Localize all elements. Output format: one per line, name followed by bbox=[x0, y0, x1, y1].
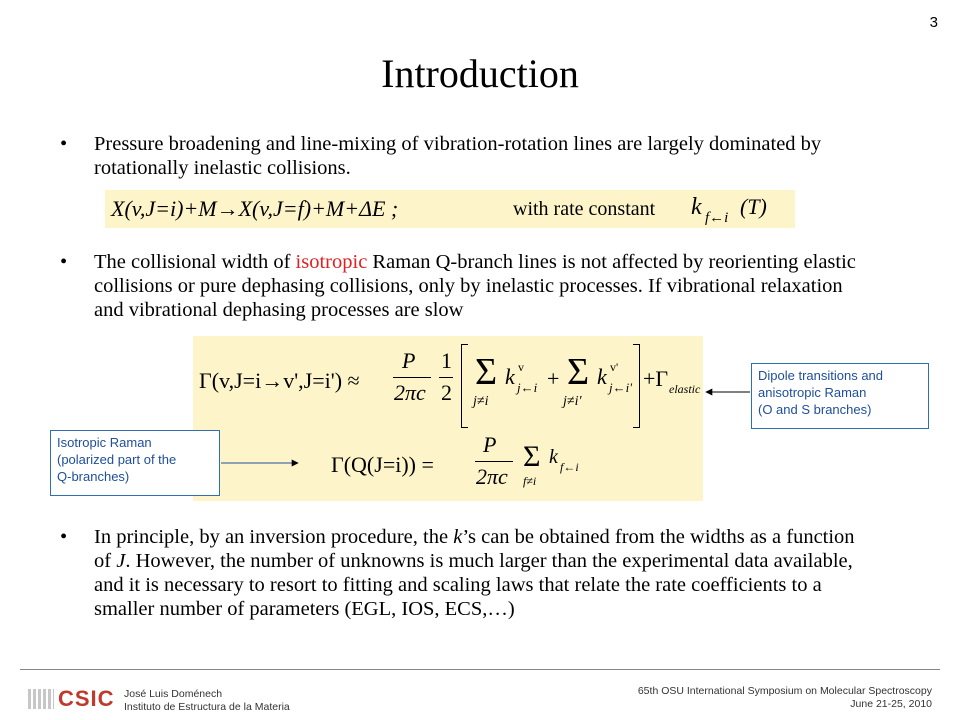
conference-name: 65th OSU International Symposium on Molecular Spectroscopy bbox=[637, 685, 932, 697]
equation-3-lhs: Γ(Q(J=i)) = bbox=[331, 452, 434, 477]
equation-2-k2: k bbox=[597, 364, 607, 389]
equation-2-frac-num: P bbox=[402, 348, 416, 373]
bullet-3-text-a: In principle, by an inversion procedure, the bbox=[94, 526, 454, 548]
equation-2-plus: + bbox=[547, 366, 560, 391]
equation-2-sum-1: Σ bbox=[475, 351, 498, 393]
bullet-3 bbox=[60, 525, 860, 621]
callout-line: (polarized part of the bbox=[57, 452, 177, 467]
equation-2-frac-den: 2πc bbox=[394, 380, 426, 405]
bullet-3-text-b: ’s can be obtained from the widths as a function of bbox=[94, 526, 855, 572]
equation-3-k: k bbox=[549, 446, 558, 468]
bullet-3-k: k bbox=[453, 526, 463, 548]
equation-2-k1-superscript: v bbox=[518, 360, 524, 374]
equation-2-k1-subscript: j←i bbox=[517, 380, 538, 395]
equation-2-sum-2: Σ bbox=[567, 351, 590, 393]
equation-3-sum: Σ bbox=[523, 440, 541, 473]
bullet-2-text-after: Raman Q-branch lines is not affected by reorienting elastic collisions or pure dephasing collisions, only by inelastic processes. If vibrational relaxation and vibrational dephasing processes are slow bbox=[94, 251, 856, 321]
equation-1-rate-subscript: f←i bbox=[705, 210, 729, 226]
bullet-dot: • bbox=[60, 133, 68, 155]
page-number: 3 bbox=[929, 14, 938, 31]
footer-conference bbox=[638, 685, 932, 711]
bullet-dot: • bbox=[60, 526, 68, 548]
callout-line: Isotropic Raman bbox=[57, 435, 152, 450]
equation-2-k2-superscript: v' bbox=[610, 360, 619, 374]
isotropic-highlight: isotropic bbox=[295, 251, 368, 273]
equation-3-frac-den: 2πc bbox=[476, 464, 508, 489]
equation-3-sum-subscript: f≠i bbox=[523, 474, 537, 488]
footer-author bbox=[124, 688, 290, 714]
csic-logo-text: CSIC bbox=[58, 686, 115, 711]
callout-line: Dipole transitions and bbox=[758, 368, 884, 383]
callout-line: (O and S branches) bbox=[758, 402, 872, 417]
bullet-dot: • bbox=[60, 251, 68, 273]
callout-line: Q-branches) bbox=[57, 469, 130, 484]
csic-logo bbox=[28, 686, 115, 712]
bullet-1-text: Pressure broadening and line-mixing of vibration-rotation lines are largely dominated by rotationally inelastic collisions. bbox=[94, 133, 822, 179]
bullet-3-text-c: . However, the number of unknowns is much larger than the experimental data available, and it is necessary to resort to fitting and scaling laws that relate the rate coefficients to a smaller number of parameters (EGL, IOS, ECS,…) bbox=[94, 550, 853, 620]
equation-1-lhs: X(v,J=i)+M→X(v,J=f)+M+ΔE ; bbox=[111, 196, 399, 221]
equation-2-sum-2-subscript: j≠i' bbox=[563, 394, 582, 409]
equation-2-gamma-subscript: elastic bbox=[669, 382, 701, 396]
author-name: José Luis Doménech bbox=[124, 688, 223, 700]
equation-3-frac-num: P bbox=[483, 432, 497, 457]
equation-2-gamma: +Γ bbox=[643, 366, 669, 391]
equation-2-k2-subscript: j←i' bbox=[609, 380, 633, 395]
bullet-2-text-before: The collisional width of bbox=[94, 251, 296, 273]
conference-date: June 21-25, 2010 bbox=[850, 698, 932, 710]
equation-1-rate-argument: (T) bbox=[740, 194, 767, 219]
footer-rule bbox=[20, 669, 940, 670]
equation-1-text: with rate constant bbox=[513, 198, 656, 220]
author-institute: Instituto de Estructura de la Materia bbox=[124, 701, 290, 713]
equation-2-sum-1-subscript: j≠i bbox=[473, 394, 489, 409]
equation-2-half-den: 2 bbox=[441, 380, 452, 405]
bullet-3-J: J bbox=[116, 550, 126, 572]
equation-2-k1: k bbox=[505, 364, 515, 389]
equation-2-lhs: Γ(v,J=i→v',J=i') ≈ bbox=[199, 368, 360, 393]
equation-2-half-num: 1 bbox=[441, 348, 452, 373]
slide-title: Introduction bbox=[381, 51, 579, 96]
bullet-3-text bbox=[94, 525, 860, 621]
callout-line: anisotropic Raman bbox=[758, 385, 867, 400]
equation-1-rate-symbol: k bbox=[691, 194, 702, 220]
equation-3-k-subscript: f←i bbox=[560, 460, 579, 474]
csic-emblem-icon bbox=[28, 689, 54, 709]
